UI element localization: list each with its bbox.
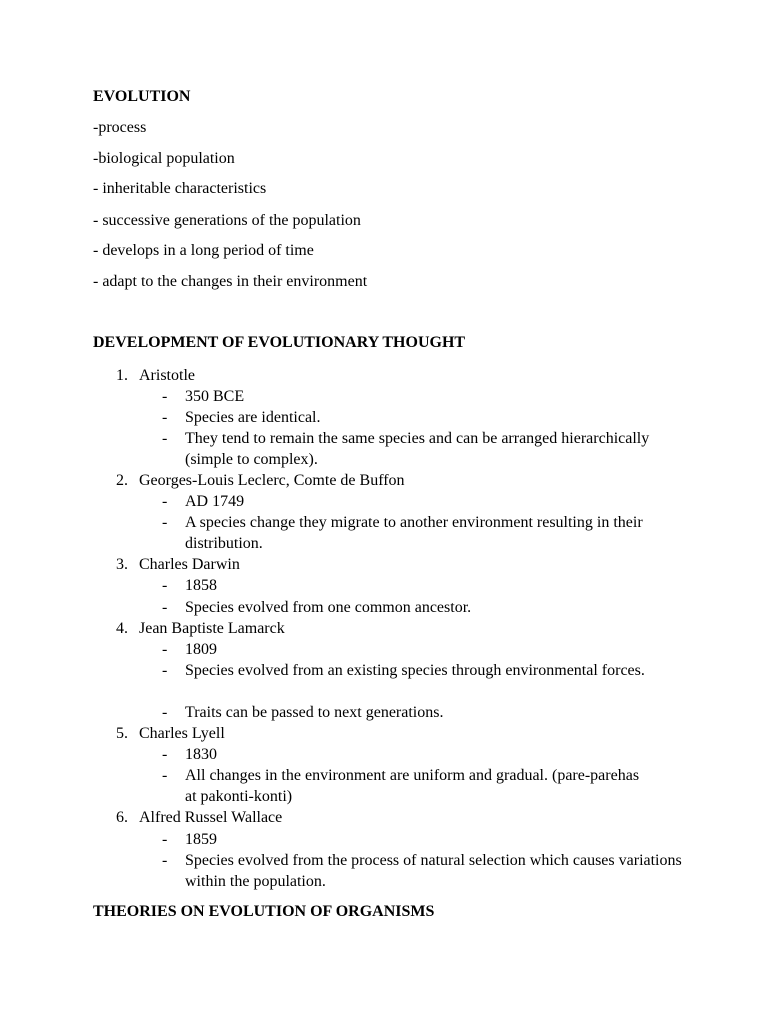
bullet-dash: - xyxy=(162,409,168,426)
scientist-name: Charles Darwin xyxy=(139,556,240,573)
list-number: 4. xyxy=(116,620,128,637)
bullet-text: 1859 xyxy=(185,831,217,848)
bullet-text: Species are identical. xyxy=(185,409,321,426)
bullet-dash: - xyxy=(162,704,168,721)
heading-theories: THEORIES ON EVOLUTION OF ORGANISMS xyxy=(93,903,435,920)
evolution-item: - inheritable characteristics xyxy=(93,180,267,197)
bullet-text: Traits can be passed to next generations. xyxy=(185,704,444,721)
list-number: 3. xyxy=(116,556,128,573)
evolution-item: -biological population xyxy=(93,150,235,167)
bullet-text: 1809 xyxy=(185,641,217,658)
bullet-dash: - xyxy=(162,430,168,447)
evolution-item: -process xyxy=(93,119,147,136)
bullet-text: Species evolved from one common ancestor. xyxy=(185,599,472,616)
bullet-dash: - xyxy=(162,831,168,848)
bullet-text: 1858 xyxy=(185,577,217,594)
bullet-dash: - xyxy=(162,662,168,679)
evolution-item: - develops in a long period of time xyxy=(93,242,314,259)
scientist-name: Georges-Louis Leclerc, Comte de Buffon xyxy=(139,472,405,489)
scientist-name: Jean Baptiste Lamarck xyxy=(139,620,285,637)
bullet-dash: - xyxy=(162,746,168,763)
heading-evolution: EVOLUTION xyxy=(93,88,191,105)
bullet-text: 1830 xyxy=(185,746,217,763)
bullet-text: Species evolved from an existing species through environmental forces. xyxy=(185,662,645,679)
bullet-dash: - xyxy=(162,767,168,784)
list-number: 5. xyxy=(116,725,128,742)
bullet-dash: - xyxy=(162,599,168,616)
scientist-name: Alfred Russel Wallace xyxy=(139,809,283,826)
bullet-text: Species evolved from the process of natural selection which causes variations within the population. xyxy=(185,852,682,890)
scientist-name: Charles Lyell xyxy=(139,725,225,742)
bullet-dash: - xyxy=(162,493,168,510)
evolution-item: - adapt to the changes in their environment xyxy=(93,273,368,290)
bullet-dash: - xyxy=(162,641,168,658)
heading-development: DEVELOPMENT OF EVOLUTIONARY THOUGHT xyxy=(93,334,466,351)
list-number: 2. xyxy=(116,472,128,489)
list-number: 1. xyxy=(116,367,128,384)
bullet-text: They tend to remain the same species and can be arranged hierarchically (simple to complex). xyxy=(185,430,650,468)
bullet-dash: - xyxy=(162,577,168,594)
bullet-text: All changes in the environment are uniform and gradual. (pare-parehas at pakonti-konti) xyxy=(185,767,640,805)
list-number: 6. xyxy=(116,809,128,826)
bullet-text: AD 1749 xyxy=(185,493,245,510)
bullet-text: A species change they migrate to another environment resulting in their distribution. xyxy=(185,514,643,552)
bullet-dash: - xyxy=(162,514,168,531)
bullet-text: 350 BCE xyxy=(185,388,245,405)
bullet-dash: - xyxy=(162,388,168,405)
bullet-dash: - xyxy=(162,852,168,869)
evolution-item: - successive generations of the population xyxy=(93,212,361,229)
scientist-name: Aristotle xyxy=(139,367,195,384)
